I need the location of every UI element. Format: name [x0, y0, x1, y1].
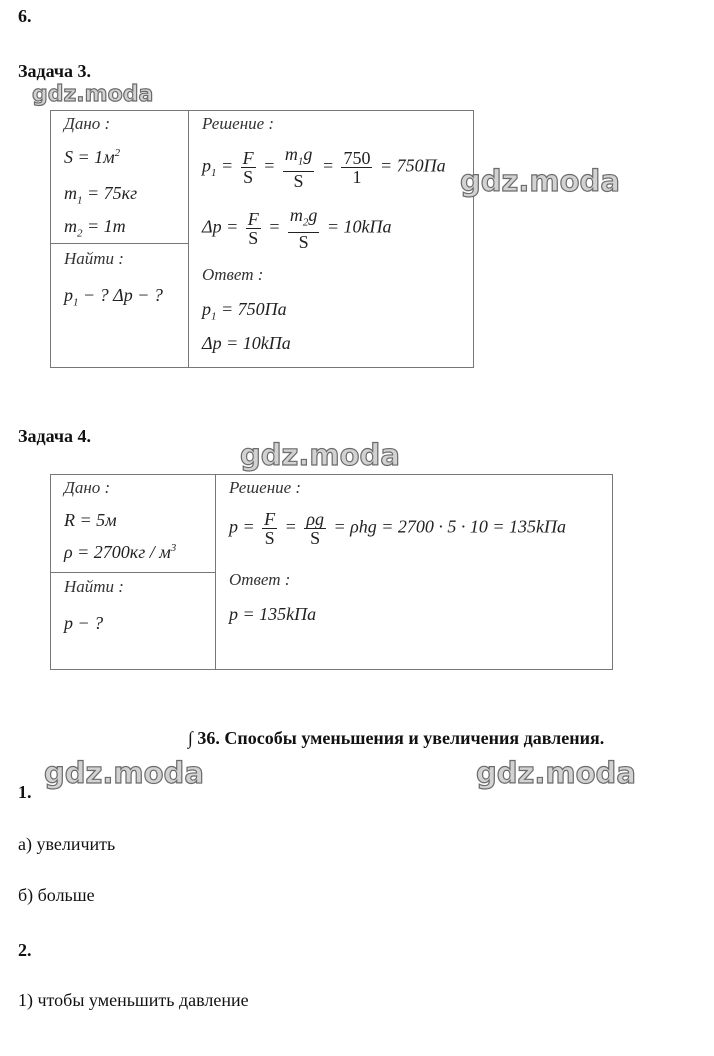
question-1-answer-b: б) больше: [18, 885, 95, 905]
task4-find-values: p − ?: [64, 613, 104, 633]
task4-given-label: Дано :: [64, 478, 111, 497]
watermark-logo: gdz.moda: [32, 82, 154, 107]
section-title: ∫ 36. Способы уменьшения и увеличения давления.: [188, 728, 605, 748]
task4-radius-value: R = 5м: [64, 510, 117, 530]
task3-mass2-value: $m_2 = 1т$: [64, 216, 126, 240]
watermark-logo: gdz.moda: [476, 756, 636, 790]
task4-solution-label: Решение :: [229, 478, 302, 497]
watermark-logo: gdz.moda: [460, 164, 620, 198]
task3-answer-2: Δp = 10kПа: [202, 333, 291, 353]
task4-equation: p = $\frac{F}{S}$ = $\frac{\rho g}{S}$ = ρhg = 2700 · 5 · 10 = 135kПа: [229, 509, 567, 548]
task3-find-values: $p_1$ − ? Δp − ?: [64, 285, 163, 309]
task3-mass1-value: $m_1 = 75кг$: [64, 183, 138, 207]
task3-title: Задача 3.: [18, 61, 92, 81]
task3-given-label: Дано :: [64, 114, 111, 133]
task3-answer-label: Ответ :: [202, 265, 264, 284]
question-2-number: 2.: [18, 940, 32, 960]
task3-solution-label: Решение :: [202, 114, 275, 133]
task3-equation-1: $p_1$ = $\frac{F}{S}$ = $\frac{m_1g}{S}$ = $\frac{750}{1}$ = 750Па: [202, 144, 446, 191]
task3-area-value: $S = 1м^2$: [64, 147, 121, 167]
task4-find-label: Найти :: [64, 577, 124, 596]
task4-answer: p = 135kПа: [229, 604, 317, 624]
task3-find-label: Найти :: [64, 249, 124, 268]
task4-title: Задача 4.: [18, 426, 92, 446]
problem-number-6: 6.: [18, 6, 32, 26]
question-1-answer-a: а) увеличить: [18, 834, 116, 854]
question-1-number: 1.: [18, 782, 32, 802]
task3-equation-2: Δp = $\frac{F}{S}$ = $\frac{m_2g}{S}$ = 10kПа: [202, 205, 392, 252]
task4-answer-label: Ответ :: [229, 570, 291, 589]
question-2-answer-1: 1) чтобы уменьшить давление: [18, 990, 249, 1010]
watermark-logo: gdz.moda: [240, 438, 400, 472]
task4-density-value: $\rho = 2700кг / м^3$: [64, 542, 177, 562]
task3-answer-1: $p_1 = 750Па$: [202, 299, 287, 323]
watermark-logo: gdz.moda: [44, 756, 204, 790]
